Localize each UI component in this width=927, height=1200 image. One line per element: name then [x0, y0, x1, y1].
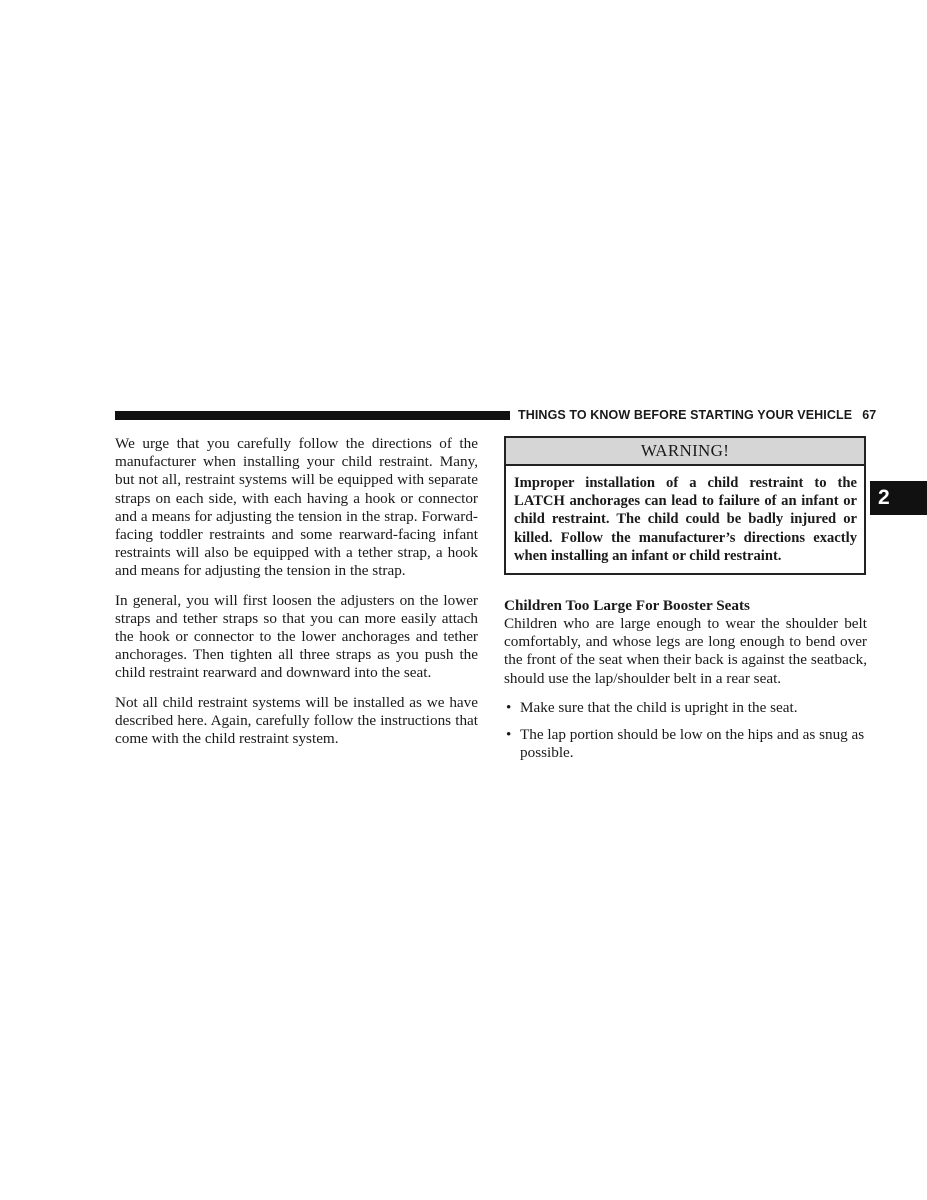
bullet-icon: •	[506, 726, 512, 744]
left-column	[115, 435, 478, 759]
bullet-list	[504, 699, 867, 763]
list-item	[504, 726, 867, 762]
list-item-text: The lap portion should be low on the hips and as snug as possible.	[520, 726, 865, 762]
list-item	[504, 699, 867, 717]
section-heading: Children Too Large For Booster Seats	[504, 597, 750, 615]
running-header	[518, 408, 877, 422]
bullet-icon: •	[506, 698, 512, 716]
right-column	[504, 436, 867, 771]
warning-title: WARNING!	[506, 438, 864, 466]
paragraph-too-large: Children who are large enough to wear the shoulder belt comfortably, and whose legs are long enough to bend over the front of the seat when their back is against the seatback, should use the lap/shoulder belt in a rear seat.	[504, 615, 867, 687]
warning-box	[504, 436, 866, 575]
chapter-tab: 2	[870, 481, 927, 515]
paragraph-not-all-systems: Not all child restraint systems will be installed as we have described here. Again, carefully follow the instructions that come with the child restraint system.	[115, 693, 478, 748]
page-number: 67	[862, 408, 877, 422]
list-item-text: Make sure that the child is upright in the seat.	[520, 698, 798, 716]
warning-body: Improper installation of a child restraint to the LATCH anchorages can lead to failure of an infant or child restraint. The child could be badly injured or killed. Follow the manufacturer’s directions exactly when installing an infant or child restraint.	[514, 475, 857, 564]
header-title: THINGS TO KNOW BEFORE STARTING YOUR VEHICLE	[518, 408, 853, 422]
paragraph-loosen-adjusters: In general, you will first loosen the adjusters on the lower straps and tether straps so that you can more easily attach the hook or connector to the lower anchorages and tether anchorages. Then tighten all three straps as you push the child restraint rearward and downward into the seat.	[115, 591, 478, 682]
header-rule	[115, 411, 510, 420]
paragraph-latch-directions: We urge that you carefully follow the directions of the manufacturer when installing your child restraint. Many, but not all, restraint systems will be equipped with separate straps on each side, with each having a hook or connector and a means for adjusting the tension in the strap. Forward-facing toddler restraints and some rearward-facing infant restraints will also be equipped with a tether strap, a hook and means for adjusting the tension in the strap.	[115, 435, 478, 580]
